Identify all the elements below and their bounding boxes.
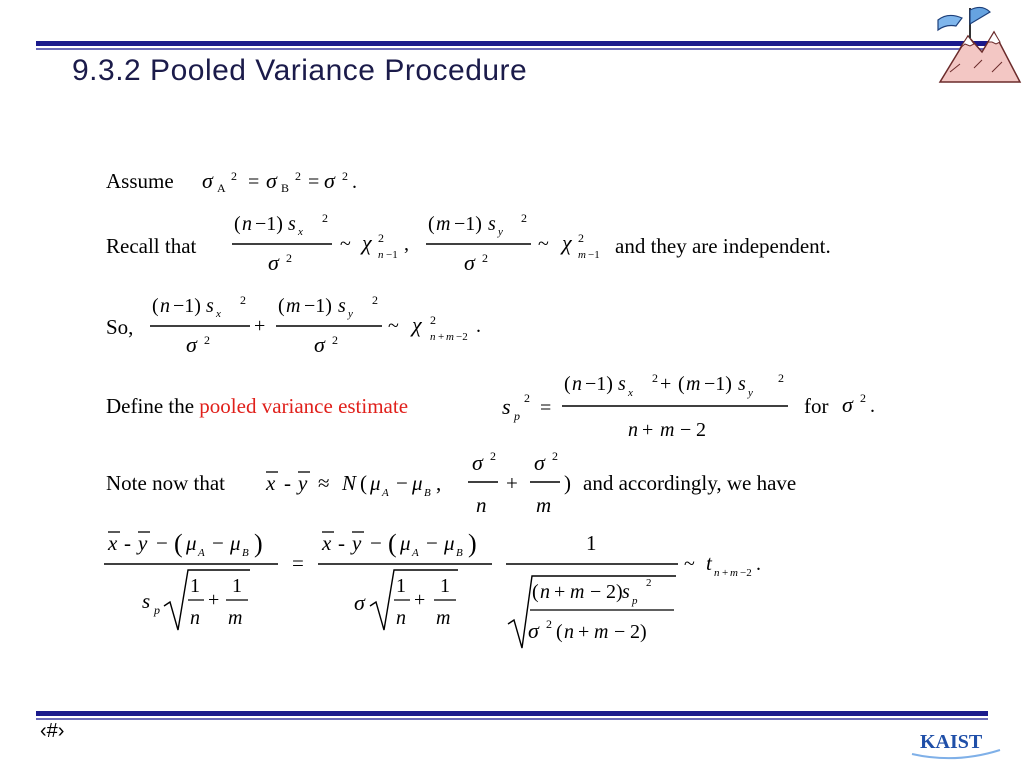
svg-text:.: .: [476, 315, 481, 337]
svg-text:m: m: [286, 295, 301, 317]
svg-text:−: −: [680, 419, 692, 441]
svg-text:2: 2: [490, 449, 496, 463]
svg-text:2: 2: [860, 391, 866, 405]
svg-text:s: s: [288, 213, 296, 235]
define-label: [106, 396, 408, 417]
svg-text:μ: μ: [444, 531, 455, 555]
svg-text:(: (: [678, 373, 685, 395]
svg-text:2): 2): [606, 581, 623, 603]
svg-text:s: s: [488, 213, 496, 235]
svg-text:~: ~: [684, 553, 695, 575]
pooled-variance-formula: [498, 362, 798, 446]
assume-label: Assume: [106, 169, 174, 193]
svg-text:y: y: [348, 308, 353, 320]
svg-text:=: =: [308, 171, 320, 193]
svg-text:x: x: [266, 471, 276, 495]
svg-text:2): 2): [630, 621, 647, 643]
svg-text:2: 2: [342, 169, 348, 183]
svg-text:-: -: [284, 471, 291, 495]
svg-text:≈: ≈: [318, 471, 330, 495]
svg-text:(: (: [556, 621, 563, 643]
svg-text:+: +: [506, 471, 518, 495]
svg-text:2: 2: [378, 231, 384, 245]
svg-text:B: B: [456, 547, 463, 559]
chi-square-formula: [228, 200, 618, 280]
svg-text:2: 2: [430, 313, 436, 327]
page-number: ‹#›: [40, 720, 65, 742]
svg-text:(: (: [234, 213, 241, 235]
svg-text:μ: μ: [412, 471, 423, 495]
svg-text:χ: χ: [362, 230, 372, 255]
svg-text:n: n: [160, 295, 170, 317]
svg-text:=: =: [540, 397, 552, 419]
svg-text:σ: σ: [266, 168, 277, 193]
top-rule: [36, 41, 988, 46]
svg-text:y: y: [298, 471, 308, 495]
svg-text:+: +: [578, 621, 590, 643]
svg-text:.: .: [870, 395, 875, 417]
svg-text:m: m: [436, 213, 451, 235]
equal-variance-formula: [200, 158, 380, 198]
svg-text:μ: μ: [400, 531, 411, 555]
svg-text:A: A: [198, 547, 205, 559]
svg-text:n: n: [540, 581, 550, 603]
svg-text:2: 2: [240, 293, 246, 307]
svg-text:s: s: [142, 589, 151, 613]
svg-text:p: p: [154, 603, 160, 617]
svg-text:): ): [468, 529, 477, 558]
svg-text:σ: σ: [324, 168, 335, 193]
svg-text:χ: χ: [412, 312, 422, 337]
svg-text:1: 1: [232, 575, 242, 597]
svg-text:.: .: [352, 171, 357, 193]
svg-text:μ: μ: [186, 531, 197, 555]
svg-text:A: A: [412, 547, 419, 559]
svg-text:2: 2: [546, 617, 552, 631]
svg-text:A: A: [217, 181, 226, 195]
recall-label: Recall that: [106, 234, 197, 258]
svg-text:σ: σ: [534, 450, 545, 475]
svg-text:s: s: [618, 373, 626, 395]
svg-text:n: n: [378, 249, 384, 261]
svg-text:2: 2: [521, 211, 527, 225]
svg-text:s: s: [738, 373, 746, 395]
svg-text:−2: −2: [456, 331, 468, 343]
svg-text:−1: −1: [386, 249, 398, 261]
svg-text:n: n: [476, 493, 487, 517]
svg-text:(: (: [388, 529, 397, 558]
kaist-logo: [910, 724, 1002, 760]
svg-text:−: −: [590, 581, 602, 603]
svg-text:−2: −2: [740, 567, 752, 579]
bottom-rule-thin: [36, 718, 988, 720]
svg-text:1: 1: [586, 531, 597, 555]
svg-text:+: +: [722, 567, 729, 579]
svg-text:σ: σ: [202, 168, 213, 193]
svg-text:−1): −1): [255, 213, 283, 235]
svg-text:1: 1: [440, 575, 450, 597]
svg-text:σ: σ: [842, 392, 853, 417]
flag-mountain-icon: [930, 2, 1024, 86]
svg-text:−1): −1): [704, 373, 732, 395]
svg-text:2: 2: [286, 251, 292, 265]
svg-text:x: x: [298, 226, 303, 238]
svg-text:(: (: [152, 295, 159, 317]
svg-text:-: -: [338, 531, 345, 555]
svg-text:n: n: [396, 607, 406, 629]
slide-title: 9.3.2 Pooled Variance Procedure: [72, 54, 528, 87]
svg-text:~: ~: [340, 233, 351, 255]
svg-text:−: −: [614, 621, 626, 643]
svg-text:s: s: [338, 295, 346, 317]
svg-text:m: m: [686, 373, 701, 395]
svg-text:1: 1: [396, 575, 406, 597]
svg-text:y: y: [138, 531, 148, 555]
svg-text:y: y: [352, 531, 362, 555]
svg-text:+: +: [554, 581, 566, 603]
svg-text:n: n: [714, 567, 720, 579]
svg-text:B: B: [242, 547, 249, 559]
svg-text:2: 2: [332, 333, 338, 347]
svg-text:+: +: [438, 331, 445, 343]
svg-text:n: n: [572, 373, 582, 395]
svg-text:x: x: [322, 531, 332, 555]
svg-text:m: m: [536, 493, 552, 517]
svg-text:m: m: [228, 607, 243, 629]
svg-text:x: x: [216, 308, 221, 320]
svg-text:−1): −1): [585, 373, 613, 395]
svg-text:2: 2: [646, 577, 652, 589]
svg-text:=: =: [248, 171, 260, 193]
svg-text:−: −: [156, 531, 168, 555]
svg-text:(: (: [278, 295, 285, 317]
svg-text:2: 2: [231, 169, 237, 183]
svg-text:σ: σ: [186, 332, 197, 357]
svg-text:+: +: [254, 315, 266, 337]
svg-text:(: (: [532, 581, 539, 603]
svg-text:.: .: [756, 553, 761, 575]
chi-square-sum-formula: [148, 282, 508, 362]
kaist-logo-text: KAIST: [920, 731, 983, 753]
svg-text:+: +: [414, 589, 426, 611]
svg-text:(: (: [174, 529, 183, 558]
svg-text:1: 1: [190, 575, 200, 597]
svg-text:p: p: [632, 595, 638, 607]
svg-text:+: +: [208, 589, 220, 611]
svg-text:(: (: [564, 373, 571, 395]
sigma-squared: [840, 384, 890, 420]
svg-text:(: (: [428, 213, 435, 235]
svg-text:m: m: [570, 581, 585, 603]
svg-text:m: m: [660, 419, 675, 441]
svg-text:-: -: [124, 531, 131, 555]
svg-text:σ: σ: [354, 590, 365, 615]
svg-text:−: −: [370, 531, 382, 555]
svg-text:B: B: [281, 181, 290, 195]
pooled-variance-highlight: pooled variance estimate: [199, 394, 409, 418]
svg-text:x: x: [628, 387, 633, 399]
note-label: Note now that: [106, 471, 225, 495]
svg-text:(: (: [360, 471, 367, 495]
svg-text:+: +: [660, 373, 672, 395]
so-label: So,: [106, 315, 134, 339]
svg-text:2: 2: [204, 333, 210, 347]
svg-text:2: 2: [372, 293, 378, 307]
independent-text: and they are independent.: [615, 234, 831, 258]
svg-text:,: ,: [404, 233, 409, 255]
svg-text:m: m: [578, 249, 586, 261]
svg-text:=: =: [292, 551, 304, 575]
svg-text:): ): [254, 529, 263, 558]
svg-text:m: m: [730, 567, 738, 579]
t-statistic-formula: [100, 520, 800, 656]
bottom-rule: [36, 711, 988, 716]
svg-text:s: s: [622, 581, 630, 603]
svg-text:χ: χ: [562, 230, 572, 255]
top-rule-thin: [36, 48, 988, 50]
svg-text:n: n: [430, 331, 436, 343]
svg-text:s: s: [206, 295, 214, 317]
svg-text:m: m: [446, 331, 454, 343]
svg-text:): ): [564, 471, 571, 495]
svg-text:n: n: [242, 213, 252, 235]
svg-text:μ: μ: [230, 531, 241, 555]
svg-text:μ: μ: [370, 471, 381, 495]
svg-text:−1): −1): [454, 213, 482, 235]
svg-text:σ: σ: [472, 450, 483, 475]
accordingly-text: and accordingly, we have: [583, 471, 797, 495]
svg-text:−1): −1): [304, 295, 332, 317]
svg-text:n: n: [628, 419, 638, 441]
svg-text:−: −: [212, 531, 224, 555]
svg-text:~: ~: [388, 315, 399, 337]
svg-text:−: −: [426, 531, 438, 555]
svg-text:s: s: [502, 394, 511, 419]
svg-text:2: 2: [552, 449, 558, 463]
svg-text:p: p: [514, 409, 520, 423]
svg-text:−1: −1: [588, 249, 600, 261]
svg-text:B: B: [424, 487, 431, 499]
svg-text:2: 2: [295, 169, 301, 183]
svg-text:2: 2: [652, 371, 658, 385]
svg-text:−1): −1): [173, 295, 201, 317]
svg-text:2: 2: [578, 231, 584, 245]
svg-text:N: N: [342, 471, 357, 495]
svg-text:n: n: [564, 621, 574, 643]
svg-text:σ: σ: [314, 332, 325, 357]
svg-text:y: y: [748, 387, 753, 399]
svg-text:t: t: [706, 551, 712, 575]
svg-text:2: 2: [482, 251, 488, 265]
svg-text:2: 2: [778, 371, 784, 385]
svg-text:x: x: [108, 531, 118, 555]
svg-text:2: 2: [322, 211, 328, 225]
svg-text:2: 2: [524, 391, 530, 405]
svg-text:2: 2: [696, 419, 706, 441]
normal-distribution-formula: [262, 446, 582, 524]
svg-text:+: +: [642, 419, 654, 441]
svg-text:−: −: [396, 471, 408, 495]
svg-text:~: ~: [538, 233, 549, 255]
for-text: for: [804, 394, 829, 418]
define-text: Define the: [106, 394, 195, 418]
svg-text:,: ,: [436, 471, 442, 495]
svg-text:m: m: [594, 621, 609, 643]
svg-text:A: A: [382, 487, 389, 499]
svg-text:σ: σ: [464, 250, 475, 275]
svg-text:y: y: [498, 226, 503, 238]
svg-text:m: m: [436, 607, 451, 629]
svg-text:n: n: [190, 607, 200, 629]
svg-text:σ: σ: [528, 618, 539, 643]
svg-text:σ: σ: [268, 250, 279, 275]
